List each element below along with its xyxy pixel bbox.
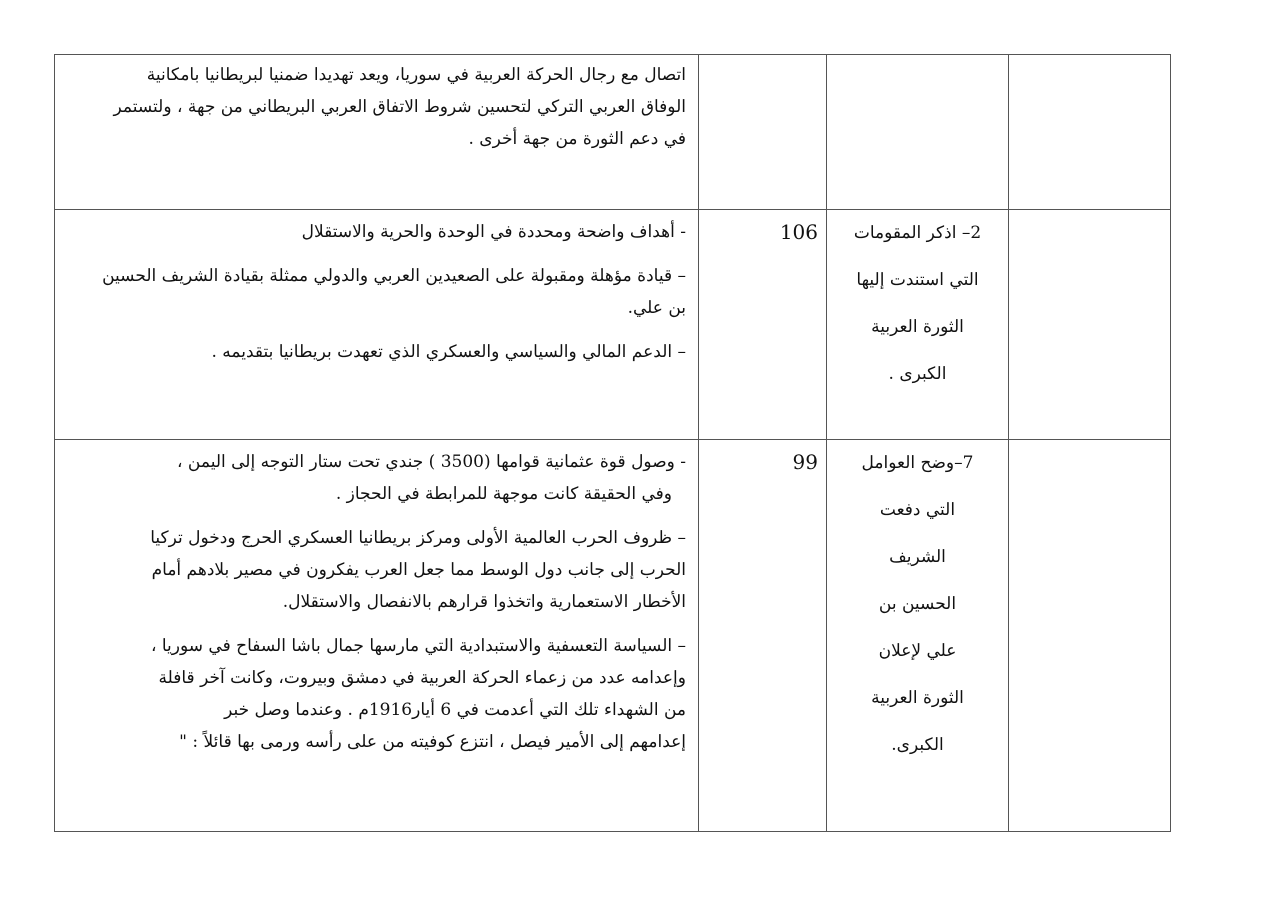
question-line: الشريف [889,547,946,567]
answer-line: - أهداف واضحة ومحددة في الوحدة والحرية والاستقلال [301,222,686,242]
question-cell [827,210,1009,440]
question-line: 7–وضح العوامل [861,453,974,473]
page-number: 99 [792,450,818,474]
answer-line: وإعدامه عدد من زعماء الحركة العربية في دمشق وبيروت، وكانت آخر قافلة [158,668,686,688]
question-line: التي دفعت [879,500,956,520]
table-row [55,55,1171,210]
extra-cell [1009,440,1171,832]
extra-cell [1009,210,1171,440]
question-line: التي استندت إليها [856,270,979,290]
questions-table [54,54,1171,832]
answer-cell [55,210,699,440]
extra-cell [1009,55,1171,210]
answer-line: الحرب إلى جانب دول الوسط مما جعل العرب يفكرون في مصير بلادهم أمام [151,560,686,580]
answer-cell [55,55,699,210]
answer-line: بن علي. [627,298,686,318]
page-number-cell [699,210,827,440]
page-number: 106 [779,220,818,244]
question-cell [827,55,1009,210]
question-line: 2– اذكر المقومات [853,223,982,243]
question-cell [827,440,1009,832]
answer-line: وفي الحقيقة كانت موجهة للمرابطة في الحجاز . [335,484,672,504]
answer-line: الأخطار الاستعمارية واتخذوا قرارهم بالانفصال والاستقلال. [282,592,686,612]
answer-line: إعدامهم إلى الأمير فيصل ، انتزع كوفيته من على رأسه ورمى بها قائلاً : " [179,732,686,752]
question-line: الثورة العربية [871,317,964,337]
answer-line: – السياسة التعسفية والاستبدادية التي مارسها جمال باشا السفاح في سوريا ، [150,636,686,656]
answer-line: من الشهداء تلك التي أعدمت في 6 أيار1916م . وعندما وصل خبر [224,700,686,720]
table-row [55,440,1171,832]
page-number [699,55,826,65]
answer-line: – قيادة مؤهلة ومقبولة على الصعيدين العربي والدولي ممثلة بقيادة الشريف الحسين [102,266,686,286]
answer-line: - وصول قوة عثمانية قوامها (3500 ) جندي تحت ستار التوجه إلى اليمن ، [177,452,686,472]
page-number-cell [699,440,827,832]
page-number-cell [699,55,827,210]
question-line: الكبرى . [888,364,947,384]
question-line: الحسين بن [878,594,957,614]
question-line: علي لإعلان [878,641,957,661]
question-line: الثورة العربية [871,688,964,708]
table-row [55,210,1171,440]
answer-cell [55,440,699,832]
answer-line: – ظروف الحرب العالمية الأولى ومركز بريطانيا العسكري الحرج ودخول تركيا [150,528,686,548]
answer-line: الوفاق العربي التركي لتحسين شروط الاتفاق العربي البريطاني من جهة ، ولتستمر [113,97,686,117]
question-line: الكبرى. [891,735,944,755]
answer-line: في دعم الثورة من جهة أخرى . [468,129,686,149]
answer-line: – الدعم المالي والسياسي والعسكري الذي تعهدت بريطانيا بتقديمه . [211,342,686,362]
answer-line: اتصال مع رجال الحركة العربية في سوريا، ويعد تهديدا ضمنيا لبريطانيا بامكانية [146,65,686,85]
